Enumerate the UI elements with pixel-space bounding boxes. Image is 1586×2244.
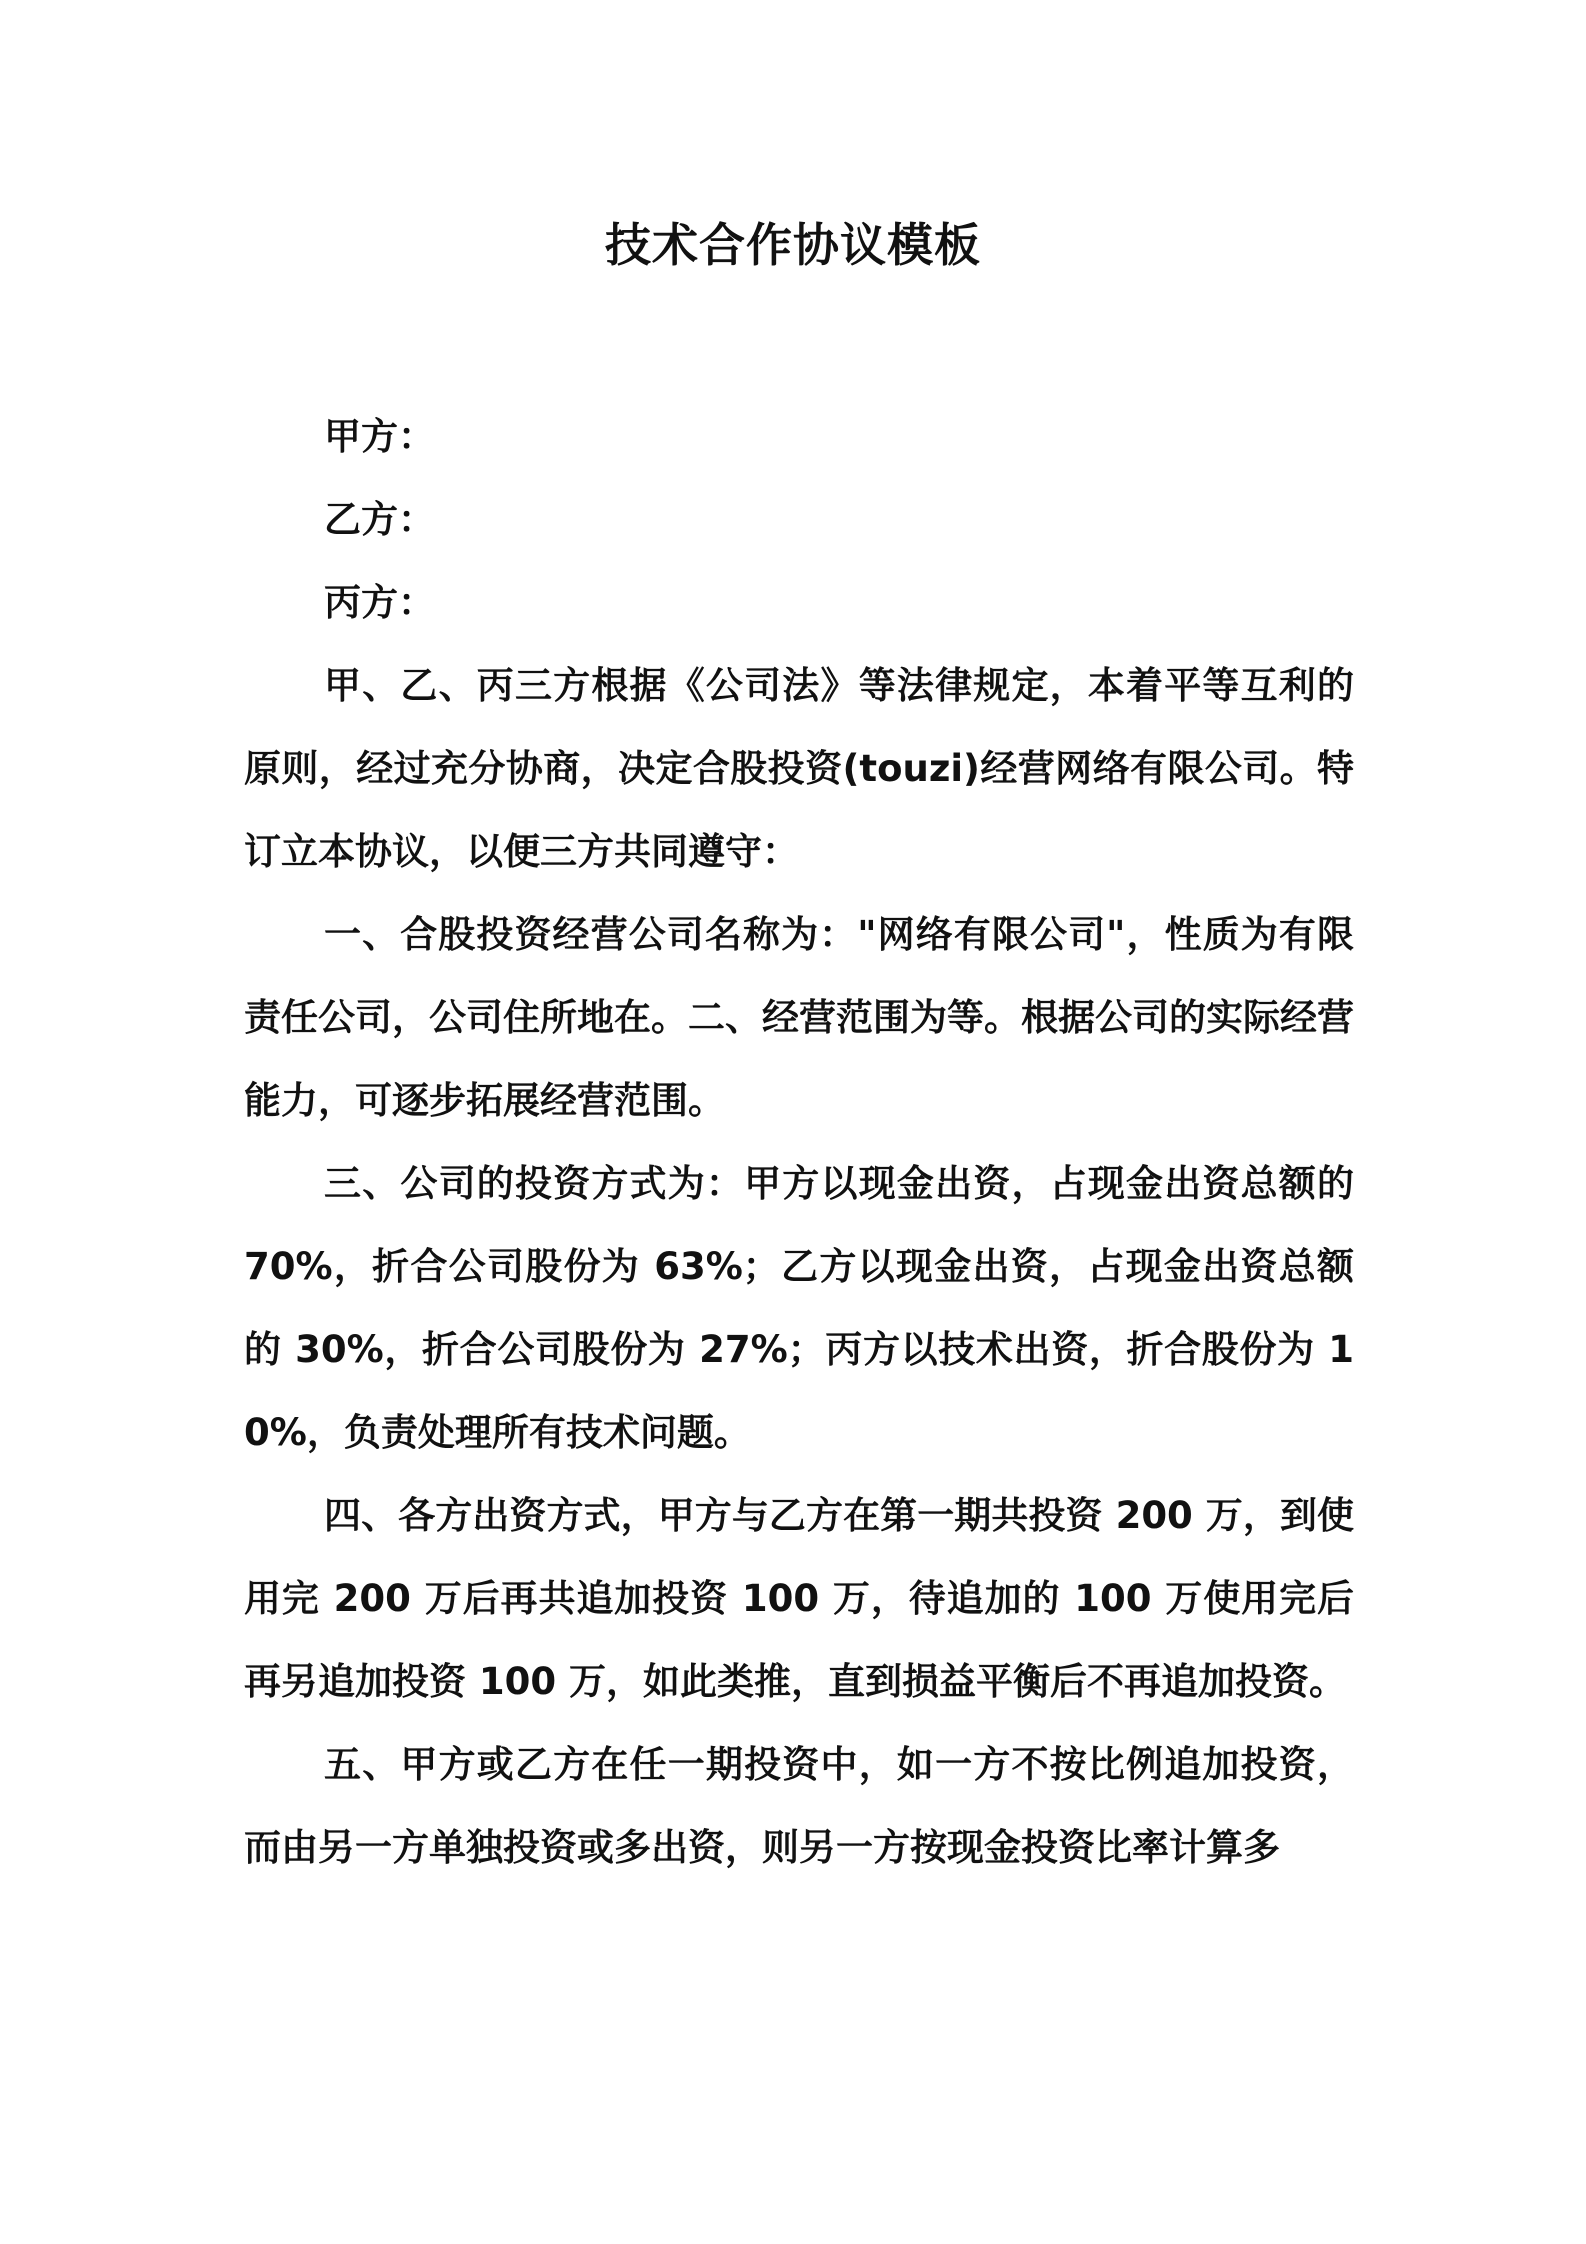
clause-5-paragraph: 五、甲方或乙方在任一期投资中，如一方不按比例追加投资，而由另一方单独投资或多出资，则另一方按现金投资比率计算多 [244, 1743, 1354, 1869]
party-a-line: 甲方： [324, 415, 435, 458]
party-b-line: 乙方： [324, 498, 435, 541]
document-title: 技术合作协议模板 [605, 218, 981, 272]
clause-3-paragraph: 三、公司的投资方式为：甲方以现金出资，占现金出资总额的 70%，折合公司股份为 63%；乙方以现金出资，占现金出资总额的 30%，折合公司股份为 27%；丙方以技术出资，折合股份为 10%，负责处理所有技术问题。 [244, 1162, 1354, 1454]
clause-4-paragraph: 四、各方出资方式，甲方与乙方在第一期共投资 200 万，到使用完 200 万后再共追加投资 100 万，待追加的 100 万使用完后再另追加投资 100 万，如此类推，直到损益平衡后不再追加投资。 [244, 1494, 1354, 1703]
document-body [244, 395, 1354, 1889]
party-c-line: 丙方： [324, 581, 435, 624]
clause-1-2-paragraph: 一、合股投资经营公司名称为："网络有限公司"，性质为有限责任公司，公司住所地在。二、经营范围为等。根据公司的实际经营能力，可逐步拓展经营范围。 [244, 913, 1354, 1122]
preamble-paragraph: 甲、乙、丙三方根据《公司法》等法律规定，本着平等互利的原则，经过充分协商，决定合股投资(touzi)经营网络有限公司。特订立本协议，以便三方共同遵守： [244, 664, 1354, 873]
